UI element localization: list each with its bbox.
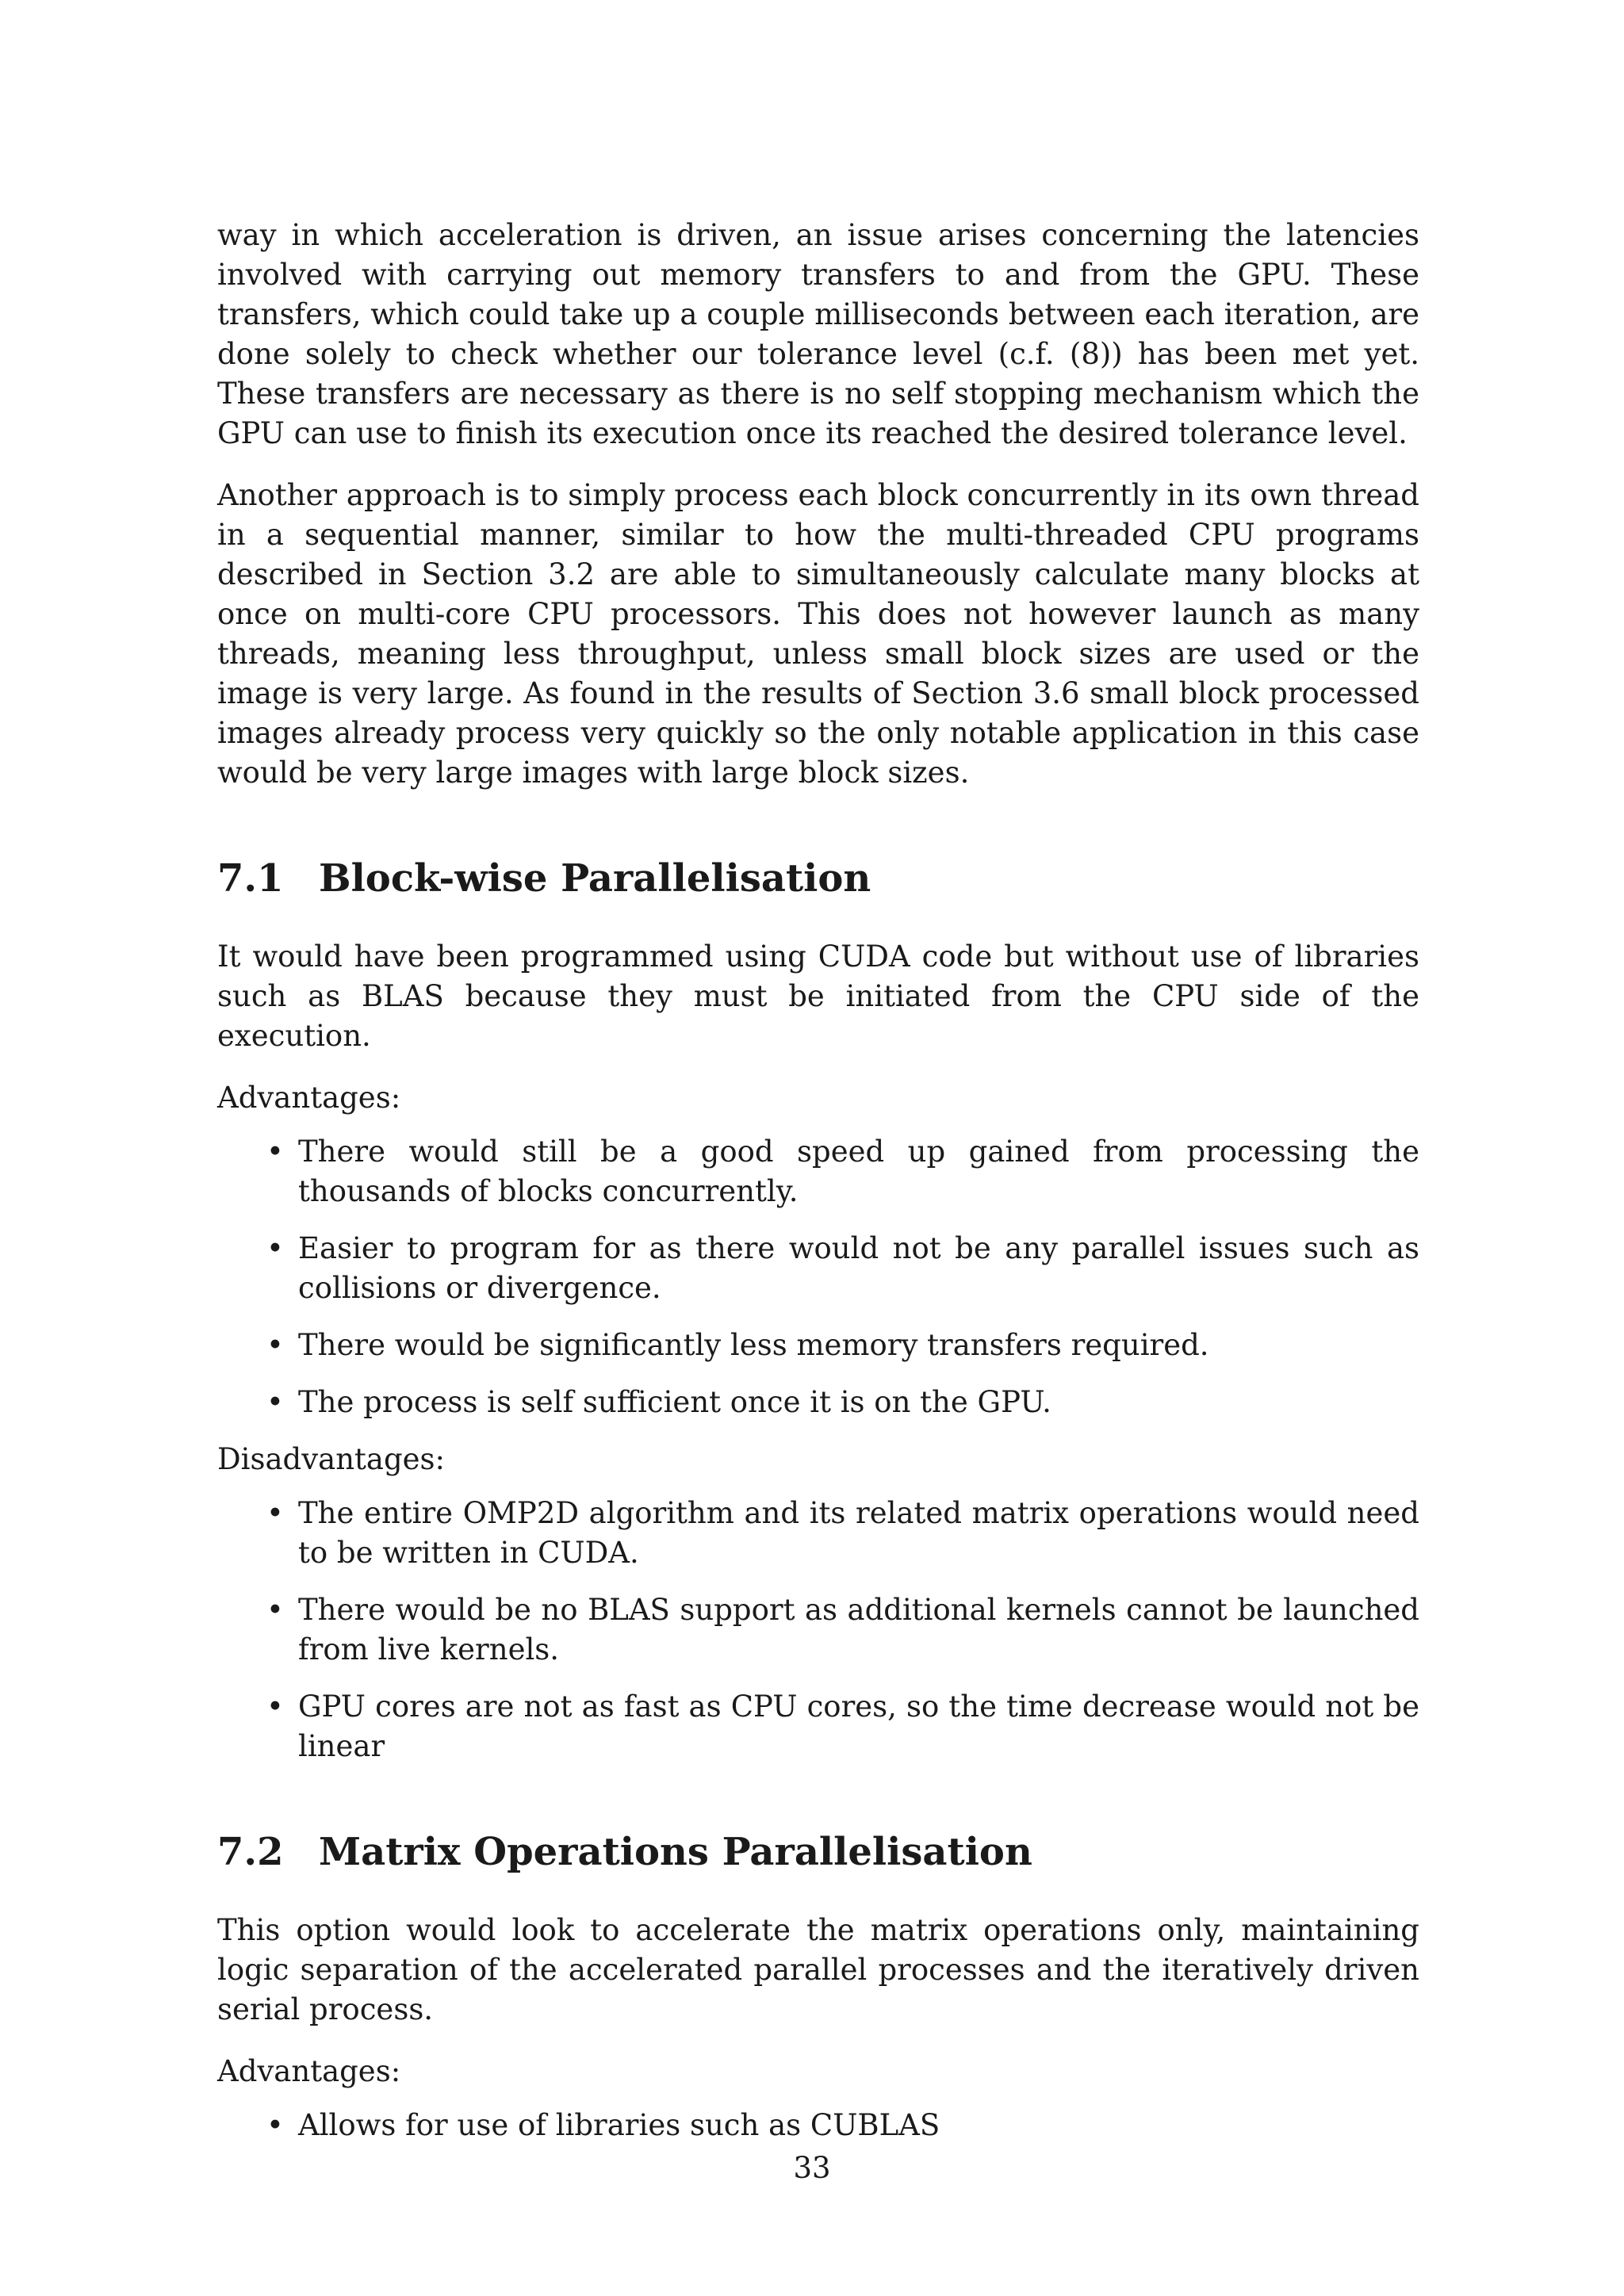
- list-item: [217, 1326, 1419, 1365]
- list-item: [217, 1687, 1419, 1766]
- disadvantages-list: [217, 1494, 1419, 1766]
- section-number: 7.2: [217, 1830, 284, 1874]
- section-heading-7-2: [217, 1828, 1419, 1876]
- list-item: [217, 1383, 1419, 1422]
- list-item-text: The entire OMP2D algorithm and its related matrix operations would need to be written in CUDA.: [298, 1496, 1419, 1570]
- list-item: [217, 1132, 1419, 1211]
- bullet-icon: •: [266, 1135, 284, 1169]
- section-title: Matrix Operations Parallelisation: [319, 1830, 1032, 1874]
- paragraph: way in which acceleration is driven, an issue arises concerning the latencies involved with carrying out memory transfers to and from the GPU. These transfers, which could take up a couple milliseconds between each iteration, are done solely to check whether our tolerance level (c.f. (8)) has been met yet. These transfers are necessary as there is no self stopping mechanism which the GPU can use to finish its execution once its reached the desired tolerance level.: [217, 218, 1419, 450]
- list-item-text: GPU cores are not as fast as CPU cores, so the time decrease would not be linear: [298, 1689, 1419, 1763]
- section-intro: It would have been programmed using CUDA code but without use of libraries such as BLAS because they must be initiated from the CPU side of the execution.: [217, 939, 1419, 1053]
- bullet-icon: •: [266, 2108, 284, 2142]
- bullet-icon: •: [266, 1689, 284, 1724]
- advantages-label: Advantages:: [217, 2054, 401, 2088]
- list-item: [217, 1229, 1419, 1308]
- list-item: [217, 2106, 1419, 2145]
- list-item-text: Easier to program for as there would not be any parallel issues such as collisions or divergence.: [298, 1231, 1419, 1305]
- section-heading-7-1: [217, 855, 1419, 902]
- section-title: Block-wise Parallelisation: [319, 856, 871, 901]
- bullet-icon: •: [266, 1593, 284, 1627]
- list-item-text: The process is self sufficient once it is on the GPU.: [298, 1385, 1051, 1419]
- section-number: 7.1: [217, 856, 284, 901]
- bullet-icon: •: [266, 1231, 284, 1265]
- paragraph: Another approach is to simply process each block concurrently in its own thread in a sequential manner, similar to how the multi-threaded CPU programs described in Section 3.2 are able to simultaneously calculate many blocks at once on multi-core CPU processors. This does not however launch as many threads, meaning less throughput, unless small block sizes are used or the image is very large. As found in the results of Section 3.6 small block processed images already process very quickly so the only notable application in this case would be very large images with large block sizes.: [217, 478, 1419, 790]
- list-item-text: Allows for use of libraries such as CUBLAS: [298, 2108, 940, 2142]
- list-item-text: There would still be a good speed up gained from processing the thousands of blocks concurrently.: [298, 1135, 1419, 1208]
- list-item: [217, 1494, 1419, 1573]
- page-content: [217, 216, 1419, 2163]
- page-number: 33: [793, 2151, 831, 2185]
- advantages-list: [217, 1132, 1419, 1422]
- bullet-icon: •: [266, 1385, 284, 1419]
- list-item: [217, 1590, 1419, 1670]
- advantages-label: Advantages:: [217, 1081, 401, 1115]
- list-item-text: There would be significantly less memory transfers required.: [298, 1328, 1209, 1362]
- list-item-text: There would be no BLAS support as additional kernels cannot be launched from live kernels.: [298, 1593, 1419, 1667]
- advantages-list: [217, 2106, 1419, 2145]
- bullet-icon: •: [266, 1496, 284, 1530]
- section-intro: This option would look to accelerate the matrix operations only, maintaining logic separation of the accelerated parallel processes and the iteratively driven serial process.: [217, 1913, 1419, 2026]
- bullet-icon: •: [266, 1328, 284, 1362]
- disadvantages-label: Disadvantages:: [217, 1442, 445, 1476]
